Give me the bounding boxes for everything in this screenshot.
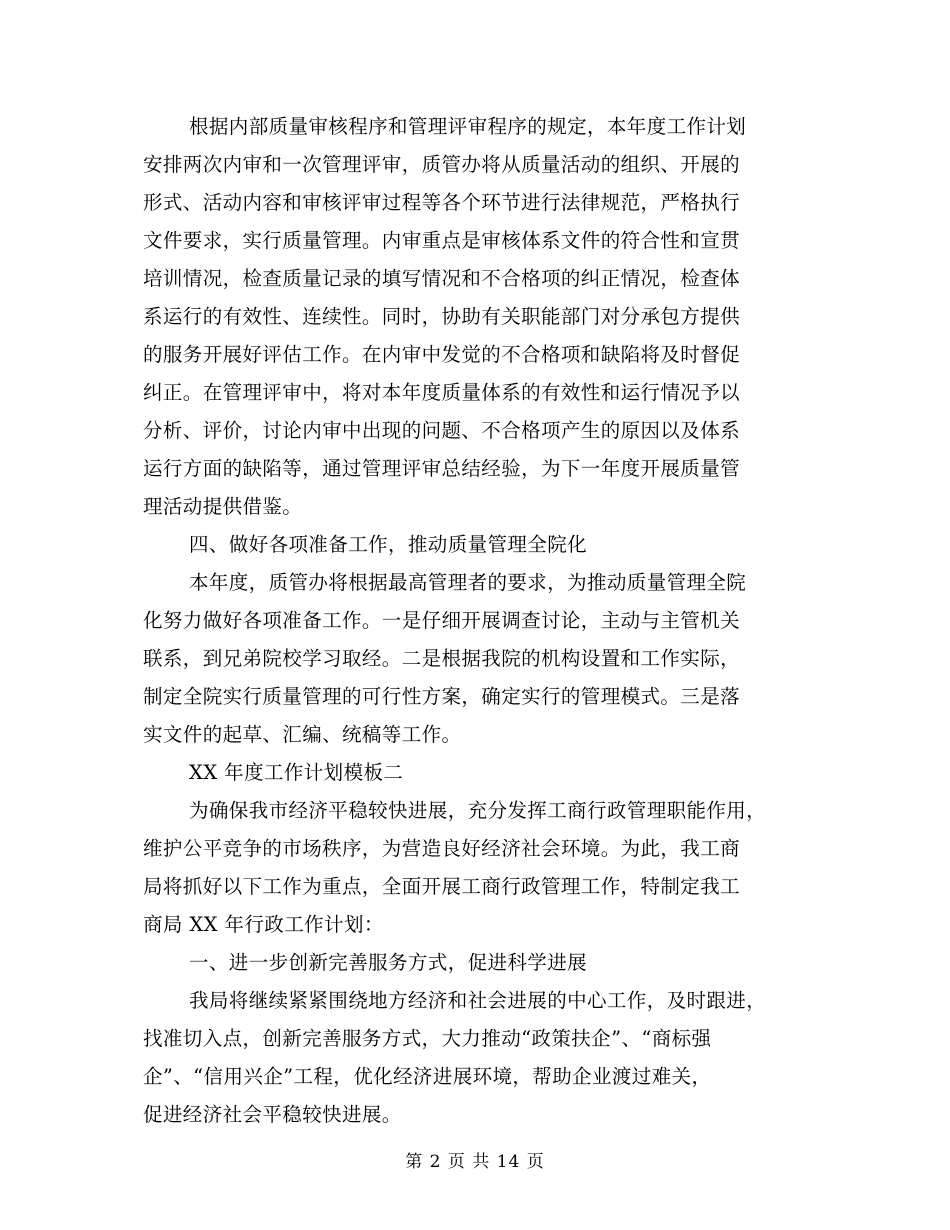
text-line: 根据内部质量审核程序和管理评审程序的规定，本年度工作计划 bbox=[189, 115, 747, 138]
text-line: 制定全院实行质量管理的可行性方案，确定实行的管理模式。三是落 bbox=[143, 685, 741, 708]
text-line: 一、进一步创新完善服务方式，促进科学进展 bbox=[189, 951, 588, 974]
text-line: 文件要求，实行质量管理。内审重点是审核体系文件的符合性和宣贯 bbox=[143, 229, 741, 252]
text-line: 实文件的起草、汇编、统稿等工作。 bbox=[143, 723, 462, 746]
text-line: 找准切入点，创新完善服务方式，大力推动“政策扶企”、“商标强 bbox=[143, 1027, 712, 1050]
text-line: 的服务开展好评估工作。在内审中发觉的不合格项和缺陷将及时督促 bbox=[143, 343, 741, 366]
text-line: 分析、评价，讨论内审中出现的问题、不合格项产生的原因以及体系 bbox=[143, 419, 741, 442]
page-footer: 第 2 页 共 14 页 bbox=[405, 1152, 545, 1172]
text-line: 运行方面的缺陷等，通过管理评审总结经验，为下一年度开展质量管 bbox=[143, 457, 741, 480]
text-line: 我局将继续紧紧围绕地方经济和社会进展的中心工作，及时跟进， bbox=[189, 989, 767, 1012]
text-line: 企”、“信用兴企”工程，优化经济进展环境，帮助企业渡过难关， bbox=[143, 1065, 712, 1088]
text-line: 形式、活动内容和审核评审过程等各个环节进行法律规范，严格执行 bbox=[143, 191, 741, 214]
document-body bbox=[143, 108, 807, 1134]
text-line: XX 年度工作计划模板二 bbox=[189, 761, 404, 784]
text-line: 安排两次内审和一次管理评审，质管办将从质量活动的组织、开展的 bbox=[143, 153, 741, 176]
text-line: 本年度，质管办将根据最高管理者的要求，为推动质量管理全院 bbox=[189, 571, 747, 594]
text-line: 化努力做好各项准备工作。一是仔细开展调查讨论，主动与主管机关 bbox=[143, 609, 741, 632]
text-line: 四、做好各项准备工作，推动质量管理全院化 bbox=[189, 533, 588, 556]
text-line: 培训情况，检查质量记录的填写情况和不合格项的纠正情况，检查体 bbox=[143, 267, 741, 290]
text-line: 为确保我市经济平稳较快进展，充分发挥工商行政管理职能作用， bbox=[189, 799, 767, 822]
text-line: 理活动提供借鉴。 bbox=[143, 495, 303, 518]
text-line: 系运行的有效性、连续性。同时，协助有关职能部门对分承包方提供 bbox=[143, 305, 741, 328]
text-line: 局将抓好以下工作为重点，全面开展工商行政管理工作，特制定我工 bbox=[143, 875, 741, 898]
text-line: 维护公平竞争的市场秩序，为营造良好经济社会环境。为此，我工商 bbox=[143, 837, 741, 860]
text-line: 促进经济社会平稳较快进展。 bbox=[143, 1103, 402, 1126]
text-line: 纠正。在管理评审中，将对本年度质量体系的有效性和运行情况予以 bbox=[143, 381, 741, 404]
text-line: 联系，到兄弟院校学习取经。二是根据我院的机构设置和工作实际， bbox=[143, 647, 741, 670]
text-line: 商局 XX 年行政工作计划： bbox=[143, 913, 384, 936]
